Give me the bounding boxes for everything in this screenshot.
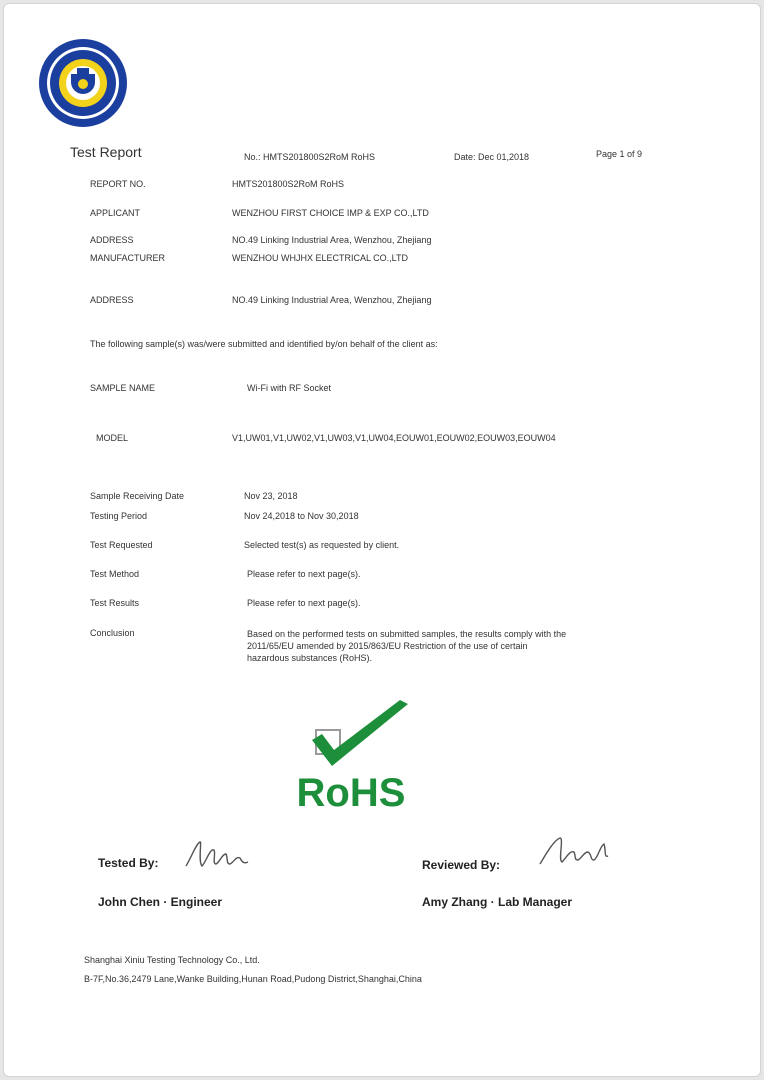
test-report-page <box>3 3 761 1077</box>
field-value-report-no: HMTS201800S2RoM RoHS <box>232 179 345 189</box>
model-label: MODEL <box>96 433 129 443</box>
tested-by-signature <box>182 836 252 872</box>
field-value-address-2: NO.49 Linking Industrial Area, Wenzhou, Zhejiang <box>232 295 432 305</box>
field-label-address-2: ADDRESS <box>90 295 134 305</box>
footer-company: Shanghai Xiniu Testing Technology Co., Ltd. <box>84 955 260 965</box>
detail-value-testing-period: Nov 24,2018 to Nov 30,2018 <box>244 511 359 521</box>
field-value-address: NO.49 Linking Industrial Area, Wenzhou, Zhejiang <box>232 235 432 245</box>
conclusion-label: Conclusion <box>90 628 135 638</box>
conclusion-line: hazardous substances (RoHS). <box>247 653 373 663</box>
reviewed-by-label: Reviewed By: <box>422 858 501 872</box>
conclusion-line: Based on the performed tests on submitted samples, the results comply with the <box>247 629 567 639</box>
reviewed-by-name: Amy Zhang · Lab Manager <box>422 895 573 909</box>
report-date: Date: Dec 01,2018 <box>454 152 530 162</box>
field-value-applicant: WENZHOU FIRST CHOICE IMP & EXP CO.,LTD <box>232 208 429 218</box>
field-label-manufacturer: MANUFACTURER <box>90 253 166 263</box>
detail-value-test-requested: Selected test(s) as requested by client. <box>244 540 400 550</box>
sample-statement: The following sample(s) was/were submitted and identified by/on behalf of the client as: <box>90 339 438 349</box>
detail-value-receiving-date: Nov 23, 2018 <box>244 491 298 501</box>
footer-address: B-7F,No.36,2479 Lane,Wanke Building,Hunan Road,Pudong District,Shanghai,China <box>84 974 422 984</box>
field-label-address: ADDRESS <box>90 235 134 245</box>
lab-seal-logo <box>38 38 128 128</box>
detail-label-test-method: Test Method <box>90 569 140 579</box>
detail-label-test-requested: Test Requested <box>90 540 153 550</box>
rohs-logo-text: RoHS <box>296 771 406 815</box>
conclusion-line: 2011/65/EU amended by 2015/863/EU Restriction of the use of certain <box>247 641 528 651</box>
detail-label-receiving-date: Sample Receiving Date <box>90 491 185 501</box>
detail-label-test-results: Test Results <box>90 598 140 608</box>
conclusion-text <box>247 628 737 664</box>
field-label-report-no: REPORT NO. <box>90 179 146 189</box>
field-label-applicant: APPLICANT <box>90 208 141 218</box>
report-number-header: No.: HMTS201800S2RoM RoHS <box>244 152 376 162</box>
field-value-manufacturer: WENZHOU WHJHX ELECTRICAL CO.,LTD <box>232 253 409 263</box>
page-number: Page 1 of 9 <box>596 149 643 159</box>
rohs-logo <box>276 696 426 816</box>
reviewed-by-signature <box>534 830 614 870</box>
detail-value-test-method: Please refer to next page(s). <box>247 569 361 579</box>
model-value: V1,UW01,V1,UW02,V1,UW03,V1,UW04,EOUW01,EOUW02,EOUW03,EOUW04 <box>232 433 556 443</box>
check-mark-icon <box>312 700 408 766</box>
tested-by-label: Tested By: <box>98 856 159 870</box>
sample-name-label: SAMPLE NAME <box>90 383 156 393</box>
tested-by-name: John Chen · Engineer <box>98 895 223 909</box>
detail-value-test-results: Please refer to next page(s). <box>247 598 361 608</box>
report-title: Test Report <box>70 144 142 160</box>
sample-name-value: Wi-Fi with RF Socket <box>247 383 332 393</box>
detail-label-testing-period: Testing Period <box>90 511 148 521</box>
